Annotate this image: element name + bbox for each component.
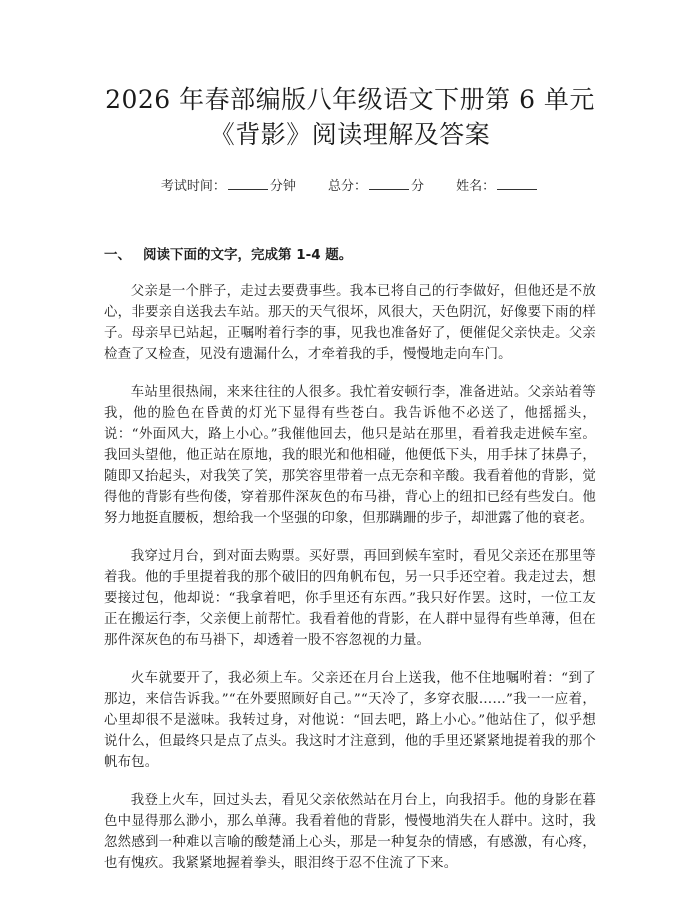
exam-time-label: 考试时间： bbox=[160, 179, 226, 194]
section-heading bbox=[104, 246, 596, 264]
passage-paragraph: 我穿过月台，到对面去购票。买好票，再回到候车室时，看见父亲还在那里等着我。他的手里提着我的那个破旧的四角帆布包，另一只手还空着。我走过去，想要接过包，他却说：“我拿着吧，你手里还有东西。”我只好作罢。这时，一位工友正在搬运行李，父亲便上前帮忙。我看着他的背影，在人群中显得有些单薄，但在那件深灰色的布马褂下，却透着一股不容忽视的力量。 bbox=[104, 549, 596, 648]
passage-paragraph: 火车就要开了，我必须上车。父亲还在月台上送我，他不住地嘱咐着：“到了那边，来信告诉我。”“在外要照顾好自己。”“天冷了，多穿衣服……”我一一应着，心里却很不是滋味。我转过身，对他说：“回去吧，路上小心。”他站住了，似乎想说什么，但最终只是点了点头。我这时才注意到，他的手里还紧紧地提着我的那个帆布包。 bbox=[104, 671, 596, 770]
exam-time bbox=[161, 177, 296, 196]
student-name-blank bbox=[497, 177, 537, 190]
section-heading-text: 阅读下面的文字，完成第 1-4 题。 bbox=[143, 247, 353, 263]
student-name-label: 姓名： bbox=[456, 179, 496, 194]
total-score bbox=[328, 177, 424, 196]
total-score-label: 总分： bbox=[327, 179, 367, 194]
exam-time-unit: 分钟 bbox=[269, 179, 296, 194]
exam-time-blank bbox=[228, 177, 268, 190]
passage-paragraph: 我登上火车，回过头去，看见父亲依然站在月台上，向我招手。他的身影在暮色中显得那么渺小，那么单薄。我看着他的背影，慢慢地消失在人群中。这时，我忽然感到一种难以言喻的酸楚涌上心头，那是一种复杂的情感，有感激，有心疼，也有愧疚。我紧紧地握着拳头，眼泪终于忍不住流了下来。 bbox=[104, 793, 596, 871]
exam-info bbox=[104, 177, 596, 196]
title-line-1: 2026 年春部编版八年级语文下册第 6 单元 bbox=[105, 85, 595, 114]
passage-paragraph: 父亲是一个胖子，走过去要费事些。我本已将自己的行李做好，但他还是不放心，非要亲自送我去车站。那天的天气很坏，风很大，天色阴沉，好像要下雨的样子。母亲早已站起，正嘱咐着行李的事，见我也准备好了，便催促父亲快走。父亲检查了又检查，见没有遗漏什么，才牵着我的手，慢慢地走向车门。 bbox=[104, 284, 596, 362]
passage-paragraph: 车站里很热闹，来来往往的人很多。我忙着安顿行李，准备进站。父亲站着等我，他的脸色在昏黄的灯光下显得有些苍白。我告诉他不必送了，他摇摇头，说：“外面风大，路上小心。”我催他回去，他只是站在那里，看着我走进候车室。我回头望他，他正站在原地，我的眼光和他相碰，他便低下头，用手抹了抹鼻子，随即又抬起头，对我笑了笑，那笑容里带着一点无奈和辛酸。我看着他的背影，觉得他的背影有些佝偻，穿着那件深灰色的布马褂，背心上的纽扣已经有些发白。他努力地挺直腰板，想给我一个坚强的印象，但那蹒跚的步子，却泄露了他的衰老。 bbox=[104, 385, 596, 526]
total-score-unit: 分 bbox=[411, 179, 425, 194]
reading-passage bbox=[104, 281, 596, 874]
document-title bbox=[104, 0, 596, 152]
title-line-2: 《背影》阅读理解及答案 bbox=[209, 120, 491, 149]
total-score-blank bbox=[369, 177, 409, 190]
section-number: 一、 bbox=[104, 247, 131, 263]
student-name bbox=[456, 177, 539, 196]
